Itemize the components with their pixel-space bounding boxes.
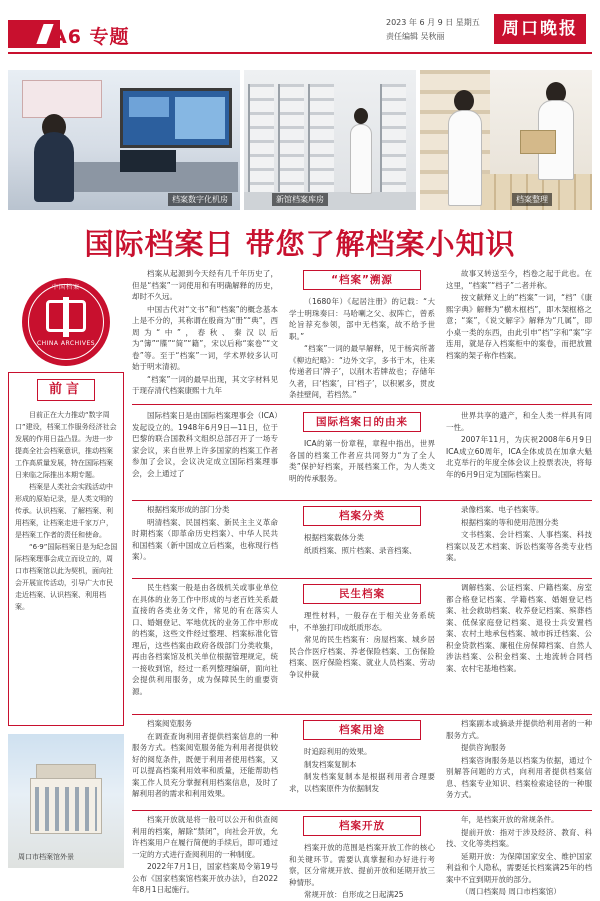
monitor bbox=[120, 150, 176, 172]
section-divider bbox=[132, 714, 592, 715]
paragraph: 常规开放：自形成之日起满25 bbox=[304, 890, 404, 899]
section-title: 档案分类 bbox=[303, 506, 421, 526]
issue-date: 2023 年 6 月 9 日 星期五 bbox=[386, 18, 480, 27]
editor-credit: 责任编辑 吴秋丽 bbox=[386, 32, 445, 41]
paragraph: 档案开放的范围是档案开放工作的核心和关键环节。需要认真掌握和办好进行考察，区分常规开放、提前开放和延期开放三种情形。 bbox=[289, 843, 435, 887]
shelf bbox=[308, 84, 334, 204]
source-credit: （周口档案局 周口市档案馆） bbox=[461, 887, 561, 896]
paragraph: ICA的第一份章程，章程中指出，世界各国的档案工作者应共同努力“为了全人类”保护好档案，开展档案工作，为人类文明的传承服务。 bbox=[289, 439, 435, 483]
preface-title: 前言 bbox=[37, 379, 95, 401]
section-divider bbox=[132, 404, 592, 405]
column bbox=[289, 582, 435, 681]
section-open bbox=[132, 814, 592, 899]
section-types bbox=[132, 504, 592, 574]
preface-paragraph: 目前正在大力推动“数字周口”建设，档案工作服务经济社会发展的作用日益凸显。为进一步提高全社会档案意识，推动档案工作高质量发展，特在国际档案日来临之际推出本期专题。 bbox=[15, 411, 117, 479]
paragraph: 时追踪利用的效果。 bbox=[304, 747, 372, 756]
paragraph: 故事又转送至今，档卷之起于此也。在这里，“档案”“档子”二者并称。 bbox=[446, 269, 592, 290]
column bbox=[132, 268, 278, 398]
column bbox=[132, 718, 278, 801]
section-divider bbox=[132, 578, 592, 579]
photo-archive-storage bbox=[244, 70, 416, 210]
building-body bbox=[30, 778, 102, 834]
section-origin bbox=[132, 268, 592, 400]
section-title: 档案开放 bbox=[303, 816, 421, 836]
left-column bbox=[8, 268, 124, 888]
paragraph: （1680年）《起居注册》的记载：“大学士明珠奏曰：马哈喇之父、叔阵亡，曾系纶旨荐充参领，部中无档案，故不给予世职。” bbox=[289, 297, 435, 341]
preface-box bbox=[8, 372, 124, 726]
person bbox=[34, 132, 74, 202]
column bbox=[289, 718, 435, 795]
paragraph: 世界共享的遗产，和全人类一样具有同一性。 bbox=[446, 411, 592, 432]
paragraph: 在调查查询利用者提供档案信息的一种服务方式。档案阅览服务能为利用者提供较好的阅览条件，既便于利用者使用档案，又可以提高档案利用效率和质量，还能帮助档案工作人员充分掌握利用档案信息，及时了解利用者的需求和利用效果。 bbox=[132, 731, 278, 798]
paragraph: 档案从起源到今天经有几千年历史了，但是“档案”一词使用和有明确解释的历史，却时不久远。 bbox=[132, 269, 278, 301]
emblem-text-top: 中国档案 bbox=[51, 284, 80, 291]
wall-screen bbox=[120, 88, 232, 148]
photo-archives-building bbox=[8, 734, 124, 868]
column bbox=[289, 410, 435, 485]
paragraph: 2007年11月，为庆祝2008年6月9日ICA成立60周年，ICA全体成员在加拿大魁北克举行的年度全体会议上投票表决，将每年的6月9日定为国际档案日。 bbox=[446, 435, 592, 479]
paragraph: 调解档案、公证档案、户籍档案、房室都合格登记档案、学籍档案、婚姻登记档案、社会救助档案、收养登记档案、殡葬档案、低保家庭登记档案、退役士兵安置档案、农村土地承包档案、城市拆迁档案、公积金贷款档案、廉租住房保障档案、自然人涉法档案、公积金档案、土地流转合同档案、农村宅基地档案。 bbox=[446, 583, 592, 673]
paragraph: 文书档案、会计档案、人事档案、科技档案以及艺术档案、诉讼档案等各类专业档案。 bbox=[446, 530, 592, 562]
column bbox=[132, 582, 278, 698]
paragraph: 档案开放就是将一般可以公开和供查阅利用的档案，解除“禁闭”，向社会开放，允许档案用户在履行简便的手续后，即可通过一定的方式进行查阅利用的一种制度。 bbox=[132, 815, 278, 859]
paragraph: 常见的民生档案有：房屋档案、城乡居民合作医疗档案、养老保险档案、工伤保险档案、医疗保险档案、就业人员档案、劳动争议仲裁 bbox=[289, 635, 435, 679]
section-divider bbox=[132, 500, 592, 501]
shelf bbox=[278, 84, 304, 204]
paragraph: 国际档案日是由国际档案理事会（ICA）发起设立的。1948年6月9日—11日，位于巴黎的联合国教科文组织总部召开了一场专家会议，来自世界上许多国家的档案工作者参加了会议，会议决定成立国际档案理事会，会上通过了 bbox=[132, 411, 278, 478]
preface-paragraph: “6·9”国际档案日是为纪念国际档案理事会成立而设立的，周口市档案馆以此为契机，面向社会开展宣传活动，引导广大市民走近档案、认识档案、利用档案。 bbox=[15, 543, 118, 611]
paragraph: 中国古代对“文书”和“档案”的概念基本上是不分的，其称谓在殷商为“册”“典”，西周为“中”，春秋、秦汉以后为“簿”“牒”“简”“籍”，宋以后称“案卷”“文卷”等。至于“档案”一词，学术界较多认可始于明末清初。 bbox=[132, 304, 278, 371]
person-head bbox=[354, 108, 368, 124]
preface-text bbox=[15, 409, 119, 613]
section-divider bbox=[132, 810, 592, 811]
column bbox=[132, 504, 278, 564]
paragraph: 档案阅览服务 bbox=[147, 719, 192, 728]
paragraph: 制发档案复制本是根据利用者合理要求，以档案原件为依据制发 bbox=[289, 772, 435, 793]
person bbox=[350, 124, 372, 194]
section-title: 民生档案 bbox=[303, 584, 421, 604]
column bbox=[446, 582, 592, 675]
paragraph: 档案副本或摘录并提供给利用者的一种服务方式。 bbox=[446, 719, 592, 740]
section-livelihood bbox=[132, 582, 592, 710]
section-use bbox=[132, 718, 592, 806]
header-rule bbox=[8, 52, 592, 54]
emblem-text-bottom: CHINA ARCHIVES bbox=[36, 340, 96, 347]
paragraph: 提供咨询服务 bbox=[461, 743, 506, 752]
shelf bbox=[380, 84, 406, 204]
photo-caption: 档案整理 bbox=[512, 193, 552, 206]
paragraph: 制发档案复制本 bbox=[304, 759, 357, 769]
photo-caption: 周口市档案馆外景 bbox=[18, 853, 74, 861]
paragraph: “档案”一词的最早出现，其文字材料见于现存清代档案康熙十九年 bbox=[132, 374, 278, 395]
column bbox=[289, 504, 435, 557]
shelf bbox=[248, 84, 274, 204]
wall-frames bbox=[22, 80, 102, 118]
column bbox=[446, 718, 592, 802]
paragraph: 年，是档案开放的常规条件。 bbox=[461, 815, 559, 824]
column bbox=[446, 410, 592, 481]
paragraph: 2022年7月1日，国家档案局令第19号公布《国家档案馆档案开放办法》，自2022年8月1日起施行。 bbox=[132, 862, 278, 894]
column bbox=[289, 268, 435, 400]
paragraph: 纸质档案、照片档案、录音档案、 bbox=[304, 545, 417, 555]
section-title: 档案用途 bbox=[303, 720, 421, 740]
preface-paragraph: 档案是人类社会实践活动中形成的原始记录，是人类文明的传承。认识档案、了解档案、利用档案，让档案走进千家万户，是档案工作者的责任和使命。 bbox=[15, 483, 113, 539]
paragraph: 按文献释义上的“档案”一词，“档”《康熙字典》解释为“横木框档”，即木架框格之意；“案”，《说文解字》解释为“几属”，即小桌一类的东西，由此引申“档”字和“案”字连用，就是存入档案柜中的案卷，而把放置档案的架子称作档案。 bbox=[446, 293, 592, 360]
paragraph: 理性材料，一般存在于相关业务系统中，不单独打印成纸质形态。 bbox=[289, 611, 435, 632]
section-archives-day bbox=[132, 410, 592, 496]
paragraph: 根据档案载体分类 bbox=[304, 533, 364, 542]
person bbox=[448, 110, 482, 206]
paragraph: 延期开放：为保障国家安全、维护国家利益和个人隐私，需要延长档案满25年的档案中不宜到期开放的部分。 bbox=[446, 851, 592, 884]
photo-caption: 档案数字化机房 bbox=[168, 193, 232, 206]
paragraph: 录像档案、电子档案等。 bbox=[461, 505, 544, 514]
emblem-glyph-icon bbox=[46, 300, 86, 332]
archive-box bbox=[520, 130, 556, 154]
section-label: A6 专题 bbox=[52, 26, 130, 48]
paragraph: 档案咨询服务是以档案为依据，通过个别解答问题的方式，向利用者提供档案信息、档案专业知识、档案检索途径的一种服务方式。 bbox=[446, 755, 592, 799]
column bbox=[289, 814, 435, 899]
photo-digitization-room bbox=[8, 70, 240, 210]
column bbox=[446, 504, 592, 565]
paragraph: 根据档案形成的部门分类 bbox=[147, 505, 230, 514]
paragraph: 明清档案、民国档案、新民主主义革命时期档案（即革命历史档案）、中华人民共和国档案（新中国成立后档案，也称现行档案）。 bbox=[132, 517, 278, 561]
paragraph: 民生档案一般是由各级机关或事业单位在具体的业务工作中形成的与老百姓关系最直接的各类业务文件，常见的有在落实人口、婚姻登记、军地优抚的业务工作中形成的档案，这些文件经过整理、档案标准化管理后，这些档案由政府各级部门分类收集，再由各档案馆及机关单位根据管理规定，统一接收到馆，经过一系列整理编研，面向社会提供利用服务，成为保障民生的重要资源。 bbox=[132, 583, 278, 696]
paragraph: 提前开放：指对于涉及经济、教育、科技、文化等类档案。 bbox=[446, 827, 592, 848]
section-title: 国际档案日的由来 bbox=[303, 412, 421, 432]
column bbox=[132, 814, 278, 894]
china-archives-emblem bbox=[22, 278, 110, 366]
photo-archive-sorting bbox=[420, 70, 592, 210]
column bbox=[132, 410, 278, 480]
column bbox=[446, 268, 592, 362]
person-head bbox=[454, 90, 474, 112]
paragraph: “档案”一词的最早解释，见于杨宾所著《柳边纪略》：“边外文字，多书于木，往来传递者曰‘牌子’，以削木若牌故也；存储年久者，曰‘档案’，曰‘档子’，以积累多，贯皮条挂壁间，若档然。” bbox=[289, 344, 435, 399]
newspaper-logo: 周口晚报 bbox=[494, 14, 586, 44]
page-header bbox=[0, 0, 600, 62]
photo-caption: 新馆档案库房 bbox=[272, 193, 328, 206]
article-body bbox=[132, 268, 592, 899]
paragraph: 根据档案的等和使用范围分类 bbox=[461, 517, 559, 527]
section-title: “档案”溯源 bbox=[303, 270, 421, 290]
floor bbox=[244, 192, 416, 210]
column bbox=[446, 814, 592, 896]
headline: 国际档案日 带您了解档案小知识 bbox=[84, 227, 516, 261]
